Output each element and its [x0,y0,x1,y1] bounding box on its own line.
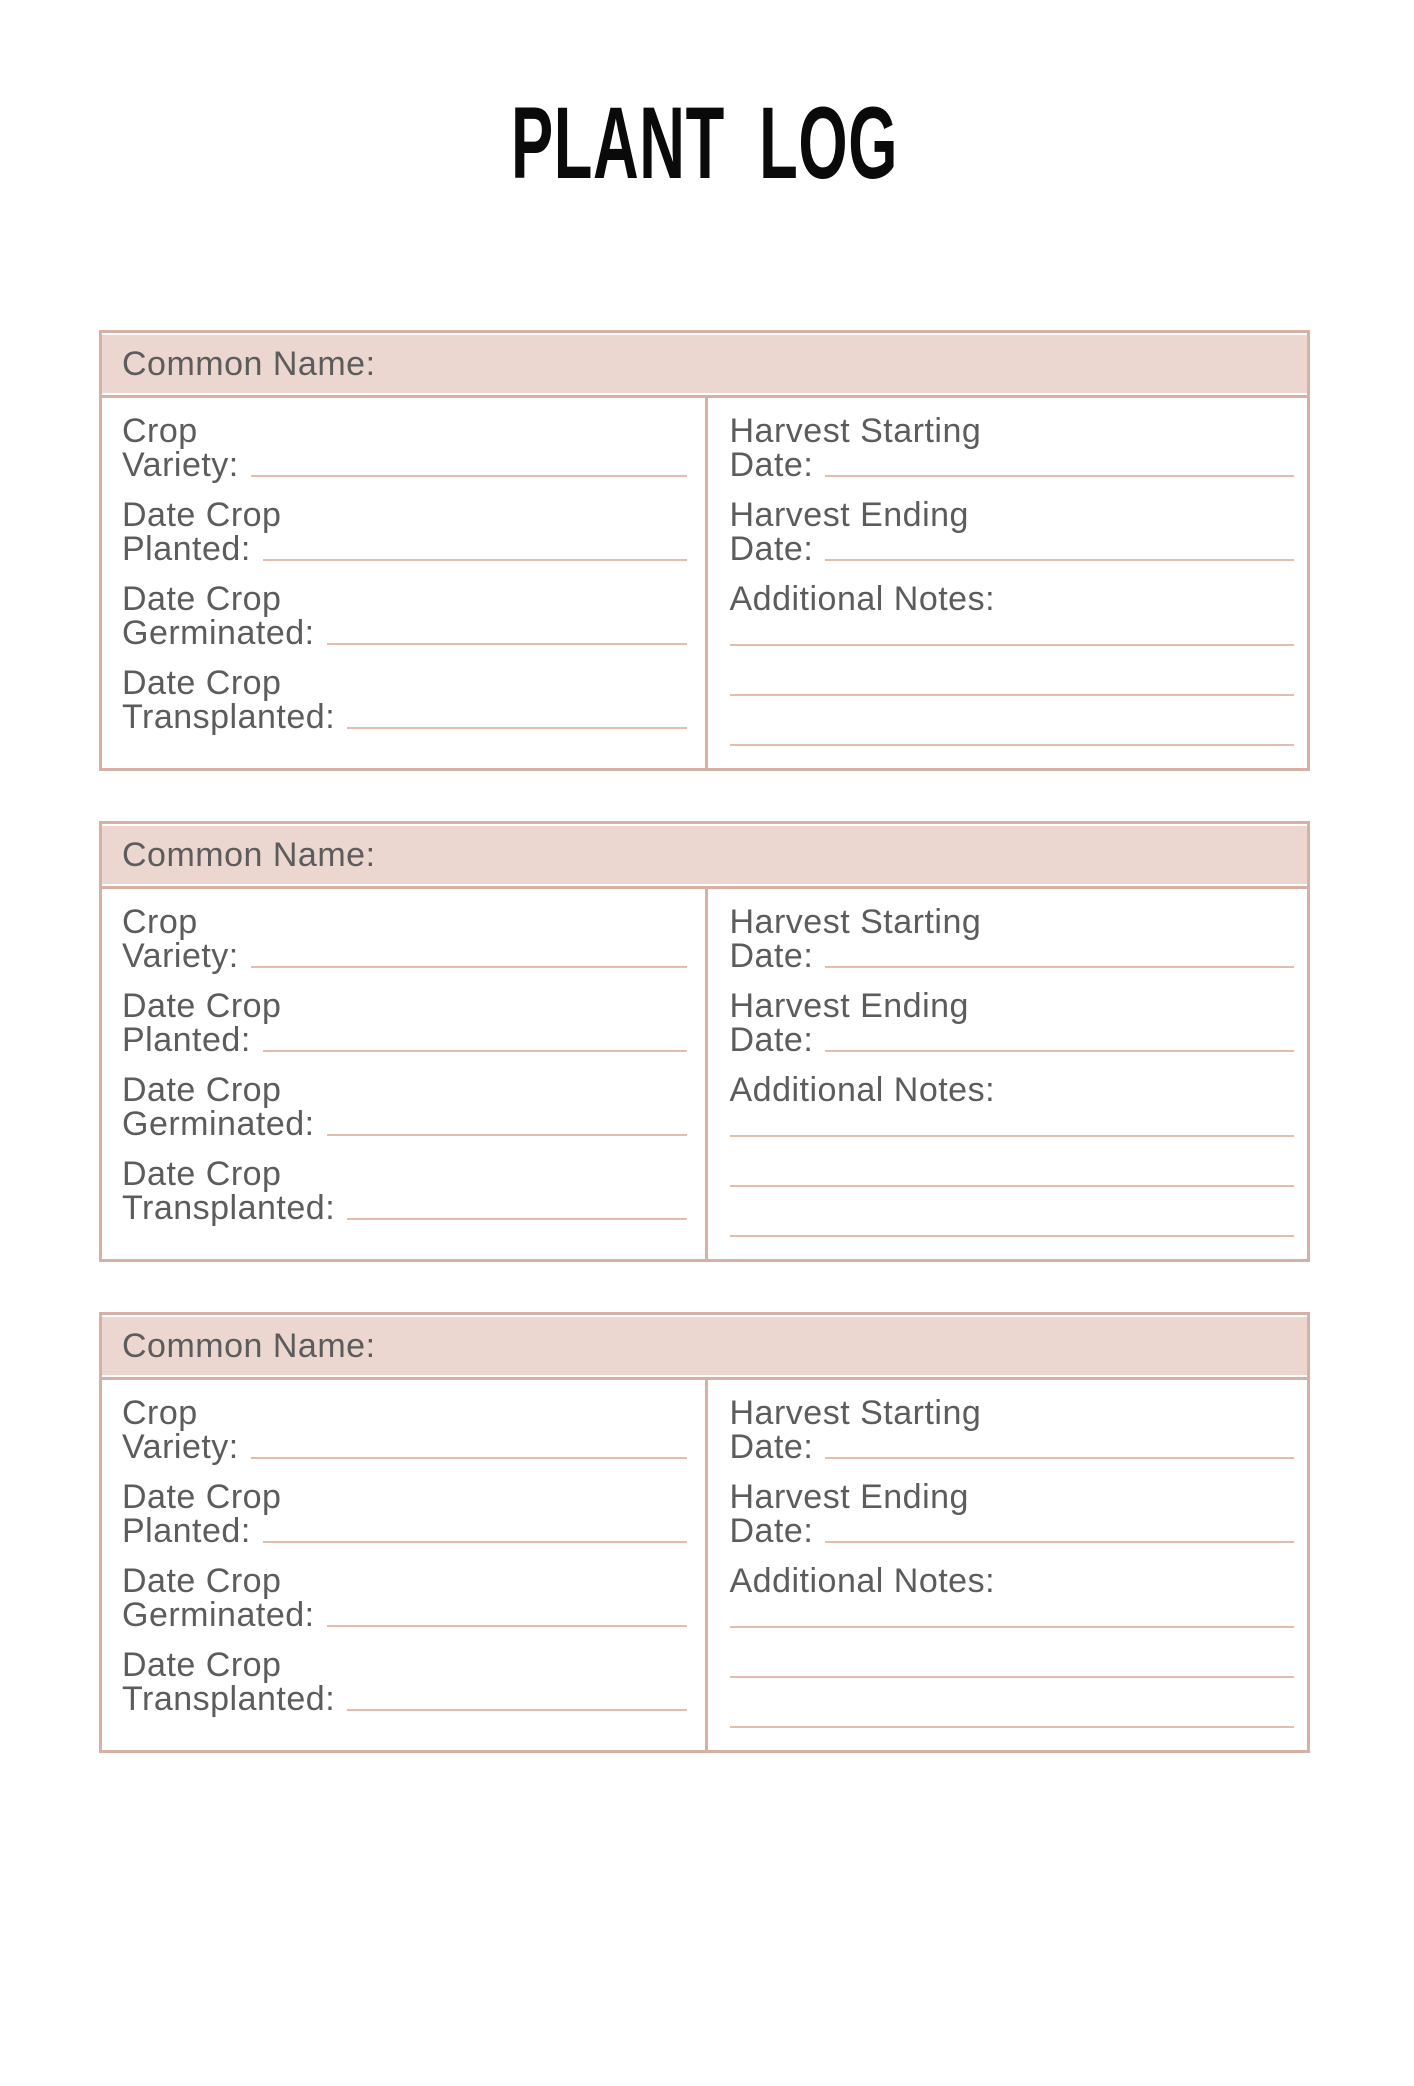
card-header [102,1315,1307,1377]
notes-input-line[interactable] [730,1107,1295,1137]
field-label-line1: Date Crop [122,1478,282,1516]
field-crop-variety [122,414,687,482]
harvest-end-input-line[interactable] [825,1541,1294,1543]
field-date-planted [122,498,687,566]
field-label-line2: Date: [729,1512,814,1550]
field-date-planted [122,989,687,1057]
left-column [102,889,705,1259]
field-date-transplanted [122,666,687,734]
plant-log-card-3 [99,1312,1310,1753]
field-label-line2: Date: [729,1021,814,1059]
field-label-line1: Date Crop [122,664,282,702]
field-label-line1: Date Crop [122,987,282,1025]
date-germinated-input-line[interactable] [327,1625,687,1627]
field-label-line1: Harvest Ending [729,496,969,534]
notes-input-line[interactable] [730,1678,1295,1728]
notes-input-line[interactable] [730,696,1295,746]
common-name-input-area[interactable] [376,1317,1287,1375]
common-name-input-area[interactable] [376,826,1287,884]
card-body [102,398,1307,768]
date-transplanted-input-line[interactable] [347,1218,686,1220]
field-label-line2: Date: [729,530,814,568]
field-label-line2: Transplanted: [122,1680,336,1718]
additional-notes-label: Additional Notes: [729,1071,996,1109]
crop-variety-input-line[interactable] [251,475,687,477]
field-label-line2: Planted: [122,1512,251,1550]
field-date-germinated [122,1073,687,1141]
notes-input-line[interactable] [730,646,1295,696]
notes-input-line[interactable] [730,1628,1295,1678]
right-column [705,398,1308,768]
harvest-start-input-line[interactable] [825,1457,1294,1459]
field-label-line1: Date Crop [122,1646,282,1684]
field-date-germinated [122,582,687,650]
page-title: PLANT LOG [510,86,899,200]
common-name-label: Common Name: [122,1326,376,1365]
field-crop-variety [122,905,687,973]
field-label-line2: Germinated: [122,1596,315,1634]
field-label-line2: Variety: [122,937,239,975]
plant-log-card-2 [99,821,1310,1262]
field-harvest-start [730,905,1295,973]
right-column [705,889,1308,1259]
date-planted-input-line[interactable] [263,1541,687,1543]
harvest-start-input-line[interactable] [825,966,1294,968]
card-body [102,889,1307,1259]
field-label-line2: Variety: [122,1428,239,1466]
page [0,86,1414,1753]
field-label-line1: Date Crop [122,1155,282,1193]
field-label-line2: Date: [729,446,814,484]
notes-input-line[interactable] [730,1187,1295,1237]
field-label-line2: Planted: [122,530,251,568]
date-germinated-input-line[interactable] [327,643,687,645]
date-planted-input-line[interactable] [263,1050,687,1052]
field-label-line2: Transplanted: [122,1189,336,1227]
field-label-line2: Variety: [122,446,239,484]
field-harvest-end [730,989,1295,1057]
common-name-input-area[interactable] [376,335,1287,393]
crop-variety-input-line[interactable] [251,966,687,968]
left-column [102,398,705,768]
field-harvest-end [730,498,1295,566]
harvest-end-input-line[interactable] [825,559,1294,561]
field-label-line1: Crop [122,412,198,450]
field-date-transplanted [122,1648,687,1716]
card-body [102,1380,1307,1750]
field-harvest-start [730,1396,1295,1464]
date-transplanted-input-line[interactable] [347,727,686,729]
field-label-line1: Harvest Ending [729,1478,969,1516]
common-name-label: Common Name: [122,835,376,874]
field-label-line1: Date Crop [122,1562,282,1600]
field-label-line2: Germinated: [122,614,315,652]
additional-notes-label: Additional Notes: [729,580,996,618]
field-harvest-end [730,1480,1295,1548]
field-label-line1: Harvest Starting [729,412,982,450]
field-date-planted [122,1480,687,1548]
harvest-end-input-line[interactable] [825,1050,1294,1052]
field-date-germinated [122,1564,687,1632]
notes-input-line[interactable] [730,1598,1295,1628]
field-label-line1: Crop [122,1394,198,1432]
common-name-label: Common Name: [122,344,376,383]
field-label-line2: Transplanted: [122,698,336,736]
field-label-line1: Date Crop [122,496,282,534]
right-column [705,1380,1308,1750]
card-header [102,333,1307,395]
field-label-line1: Harvest Starting [729,903,982,941]
field-label-line2: Germinated: [122,1105,315,1143]
notes-input-line[interactable] [730,616,1295,646]
notes-input-line[interactable] [730,1137,1295,1187]
date-transplanted-input-line[interactable] [347,1709,686,1711]
field-label-line2: Date: [729,937,814,975]
harvest-start-input-line[interactable] [825,475,1294,477]
field-crop-variety [122,1396,687,1464]
date-planted-input-line[interactable] [263,559,687,561]
field-label-line1: Harvest Starting [729,1394,982,1432]
plant-log-card-1 [99,330,1310,771]
field-harvest-start [730,414,1295,482]
field-label-line1: Harvest Ending [729,987,969,1025]
field-label-line2: Planted: [122,1021,251,1059]
field-label-line1: Date Crop [122,580,282,618]
crop-variety-input-line[interactable] [251,1457,687,1459]
field-label-line2: Date: [729,1428,814,1466]
field-label-line1: Crop [122,903,198,941]
date-germinated-input-line[interactable] [327,1134,687,1136]
field-date-transplanted [122,1157,687,1225]
card-header [102,824,1307,886]
field-label-line1: Date Crop [122,1071,282,1109]
left-column [102,1380,705,1750]
additional-notes-label: Additional Notes: [729,1562,996,1600]
